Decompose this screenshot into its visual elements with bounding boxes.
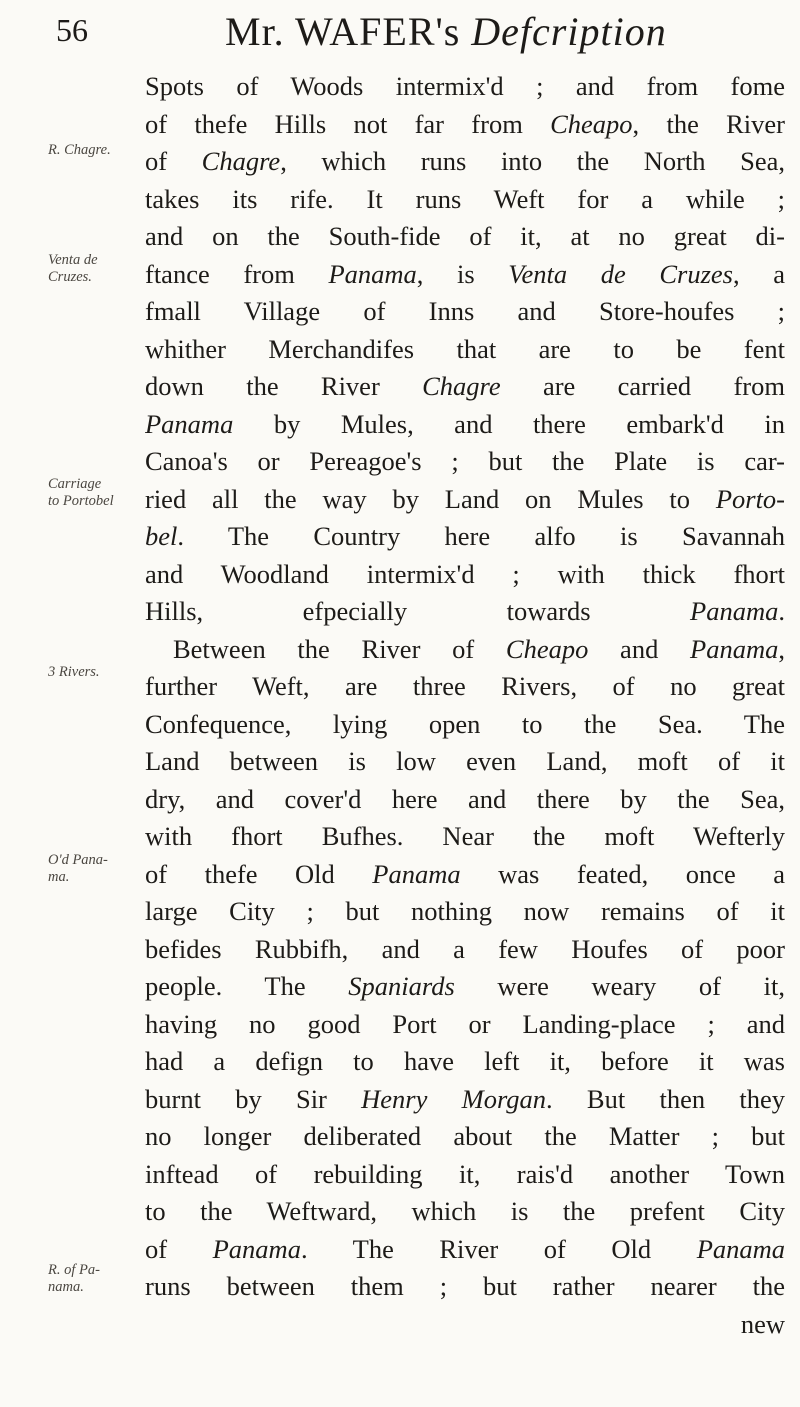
- text-line: [145, 968, 785, 1006]
- text-segment: burnt by Sir: [145, 1083, 362, 1114]
- text-segment: Spaniards: [348, 971, 455, 1001]
- text-segment: with fhort Bufhes. Near the moft Wefterly: [145, 821, 785, 851]
- text-line: [145, 1156, 785, 1194]
- text-segment: Land between is low even Land, moft of it: [145, 746, 785, 776]
- margin-note-carriage: Carriage to Portobel: [48, 476, 114, 509]
- text-line: [145, 668, 785, 706]
- text-segment: Panama: [212, 1233, 301, 1264]
- text-segment: down the River: [145, 371, 423, 401]
- text-segment: Spots of Woods intermix'd ; and from fome: [145, 71, 785, 101]
- text-line: [145, 556, 785, 594]
- text-segment: Canoa's or Pereagoe's ; but the Plate is car-: [145, 446, 785, 476]
- text-line: [145, 406, 785, 444]
- running-head-title: Defcription: [471, 9, 667, 54]
- margin-note-venta-de-cruzes: Venta de Cruzes.: [48, 252, 98, 285]
- text-segment: ftance from: [145, 258, 329, 289]
- page-header: [0, 4, 800, 64]
- text-line: [145, 368, 785, 406]
- page-number: 56: [56, 12, 88, 48]
- text-segment: no longer deliberated about the Matter ; but: [145, 1121, 785, 1151]
- text-segment: Chagre: [422, 371, 501, 401]
- margin-note-river-of-panama: R. of Pa- nama.: [48, 1262, 100, 1295]
- text-segment: , which runs into the North Sea,: [280, 146, 785, 176]
- text-segment: having no good Port or Landing-place ; and: [145, 1008, 785, 1039]
- text-segment: befides Rubbifh, and a few Houfes of poor: [145, 933, 785, 964]
- text-segment: Porto-: [715, 483, 785, 514]
- text-segment: Panama: [328, 258, 417, 289]
- text-segment: Henry Morgan: [361, 1083, 547, 1114]
- text-segment: fmall Village of Inns and Store-houfes ;: [145, 296, 785, 326]
- text-segment: Confequence, lying open to the Sea. The: [145, 708, 785, 739]
- text-segment: Cheapo: [505, 633, 589, 664]
- text-segment: to the Weftward, which is the prefent City: [145, 1196, 785, 1226]
- text-line: [145, 781, 785, 819]
- text-segment: Panama: [145, 408, 234, 439]
- text-line: [145, 1081, 785, 1119]
- text-line: [145, 518, 785, 556]
- text-segment: Panama: [690, 633, 779, 664]
- text-segment: Cheapo: [550, 108, 633, 139]
- text-segment: inftead of rebuilding it, rais'd another Town: [145, 1158, 785, 1189]
- text-segment: are carried from: [500, 371, 785, 401]
- text-line: [145, 856, 785, 894]
- text-segment: people. The: [145, 971, 349, 1001]
- text-segment: Panama: [696, 1233, 785, 1264]
- text-segment: were weary of it,: [454, 971, 785, 1001]
- text-segment: had a defign to have left it, before it was: [145, 1046, 785, 1076]
- text-segment: runs between them ; but rather nearer the: [145, 1271, 785, 1301]
- text-line: [145, 1118, 785, 1156]
- text-line: [145, 106, 785, 144]
- text-segment: and Woodland intermix'd ; with thick fhort: [145, 558, 785, 589]
- text-segment: dry, and cover'd here and there by the Sea,: [145, 783, 785, 814]
- text-segment: . The River of Old: [300, 1233, 697, 1264]
- text-line: [145, 143, 785, 181]
- text-segment: of thefe Hills not far from: [145, 108, 551, 139]
- margin-note-chagre: R. Chagre.: [48, 142, 111, 158]
- text-segment: large City ; but nothing now remains of it: [145, 896, 785, 926]
- text-segment: . But then they: [546, 1083, 785, 1114]
- text-segment: , a: [733, 258, 785, 289]
- text-line: [145, 181, 785, 219]
- text-line: [145, 743, 785, 781]
- text-line: [145, 218, 785, 256]
- text-segment: new: [740, 1308, 785, 1339]
- text-line: [145, 1306, 785, 1344]
- running-head: [225, 8, 667, 55]
- text-line: [145, 68, 785, 106]
- text-line: [145, 1006, 785, 1044]
- text-line: [145, 818, 785, 856]
- text-segment: and: [588, 633, 691, 664]
- text-line: [145, 331, 785, 369]
- text-line: [145, 1268, 785, 1306]
- text-line: [145, 593, 785, 631]
- margin-note-three-rivers: 3 Rivers.: [48, 664, 100, 680]
- text-segment: of: [145, 1233, 213, 1264]
- text-segment: of: [145, 146, 202, 176]
- text-segment: bel: [145, 521, 178, 551]
- text-line: [145, 706, 785, 744]
- text-segment: Panama: [690, 596, 779, 626]
- text-segment: ried all the way by Land on Mules to: [145, 483, 716, 514]
- text-segment: Hills, efpecially towards: [145, 596, 691, 626]
- text-segment: Between the River of: [173, 633, 506, 664]
- text-line: [145, 256, 785, 294]
- text-segment: Panama: [372, 858, 461, 889]
- text-line: [145, 1043, 785, 1081]
- text-line: [145, 1231, 785, 1269]
- text-segment: was feated, once a: [460, 858, 785, 889]
- text-segment: of thefe Old: [145, 858, 373, 889]
- text-segment: Chagre: [201, 146, 281, 176]
- text-segment: . The Country here alfo is Savannah: [177, 521, 785, 551]
- text-line: [145, 481, 785, 519]
- text-line: [145, 893, 785, 931]
- text-segment: and on the South-fide of it, at no great di-: [145, 221, 785, 251]
- text-line: [145, 1193, 785, 1231]
- running-head-author: Mr. WAFER's: [225, 9, 461, 54]
- text-line: [145, 293, 785, 331]
- text-line: [145, 931, 785, 969]
- text-segment: ,: [778, 633, 785, 664]
- text-segment: Venta de Cruzes: [508, 258, 733, 289]
- text-line: [145, 631, 785, 669]
- text-segment: whither Merchandifes that are to be fent: [145, 333, 785, 364]
- text-segment: further Weft, are three Rivers, of no great: [145, 671, 785, 701]
- text-segment: takes its rife. It runs Weft for a while ;: [145, 183, 785, 214]
- margin-note-old-panama: O'd Pana- ma.: [48, 852, 108, 885]
- text-segment: by Mules, and there embark'd in: [233, 408, 785, 439]
- text-line: [145, 443, 785, 481]
- text-segment: , the River: [632, 108, 785, 139]
- body-text: [145, 68, 785, 1343]
- text-segment: .: [778, 596, 785, 626]
- text-segment: , is: [416, 258, 509, 289]
